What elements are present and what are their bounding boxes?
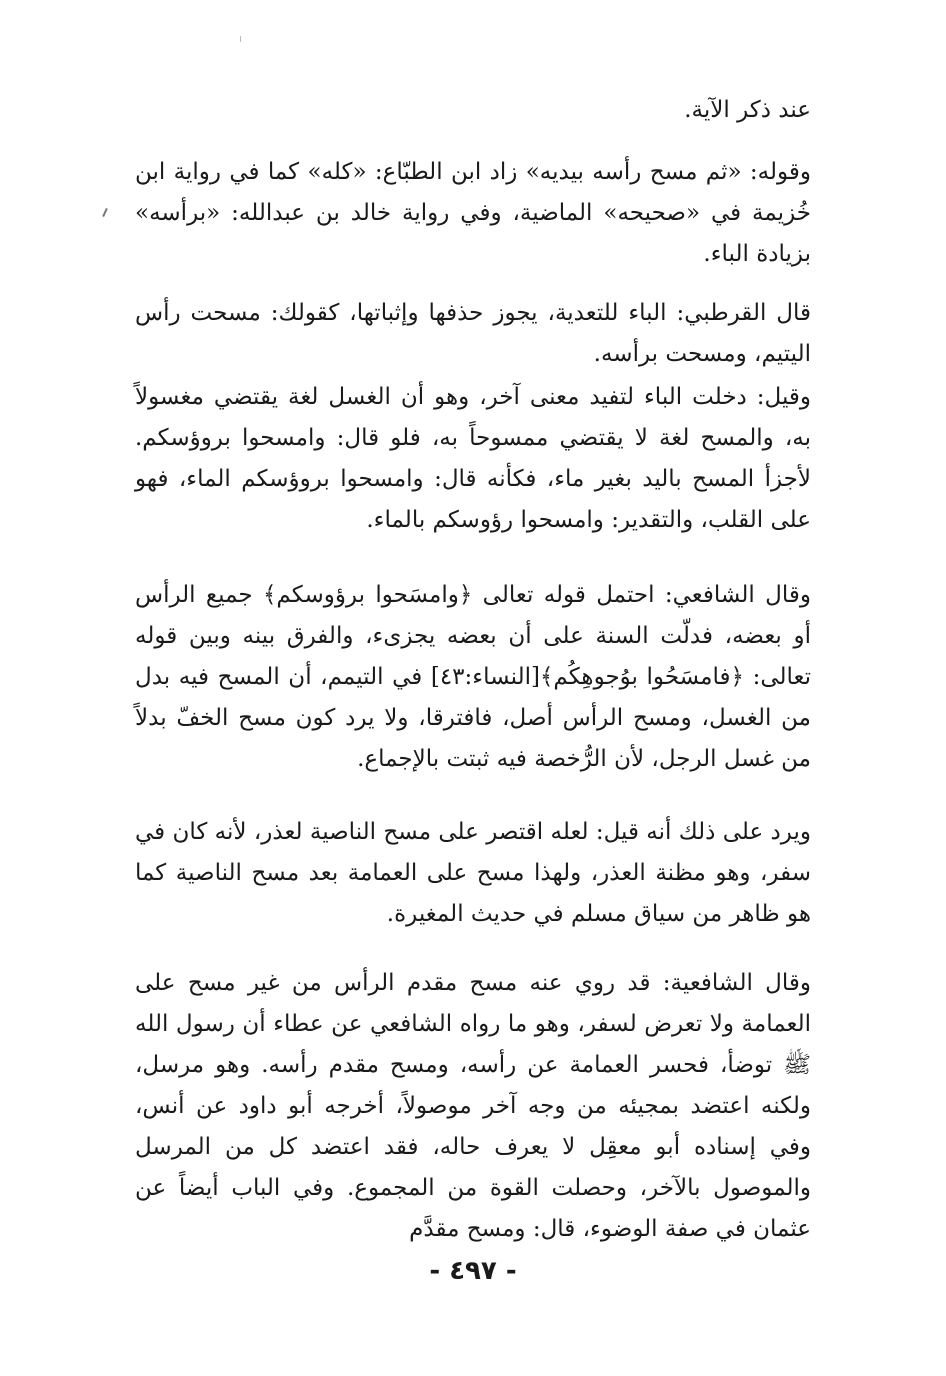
paragraph-5: وقال الشافعي: احتمل قوله تعالى ﴿وامسَحوا برؤوسكم﴾ جميع الرأس أو بعضه، فدلّت السنة على أن بعضه يجزىء، والفرق بينه وبين قوله تعالى: ﴿فامسَحُوا بوُجوهِكُم﴾[النساء:٤٣] في التيمم، أن المسح فيه بدل من الغسل، ومسح الرأس أصل، فافترقا، ولا يرد كون مسح الخفّ بدلاً من غسل الرجل، لأن الرُّخصة فيه ثبتت بالإجماع. — [135, 582, 812, 772]
paragraph-3: قال القرطبي: الباء للتعدية، يجوز حذفها وإثباتها، كقولك: مسحت رأس اليتيم، ومسحت برأسه. — [135, 300, 811, 367]
paragraph-2: وقوله: «ثم مسح رأسه بيديه» زاد ابن الطبّاع: «كله» كما في رواية ابن خُزيمة في «صحيحه» الماضية، وفي رواية خالد بن عبدالله: «برأسه» بزيادة الباء. — [135, 159, 811, 267]
paragraph-4: وقيل: دخلت الباء لتفيد معنى آخر، وهو أن الغسل لغة يقتضي مغسولاً به، والمسح لغة لا يقتضي ممسوحاً به، فلو قال: وامسحوا بروؤسكم. لأجزأ المسح باليد بغير ماء، فكأنه قال: وامسحوا بروؤسكم الماء، فهو على القلب، والتقدير: وامسحوا رؤوسكم بالماء. — [135, 384, 811, 533]
paragraph-1: عند ذكر الآية. — [684, 97, 811, 123]
paragraph-6: ويرد على ذلك أنه قيل: لعله اقتصر على مسح الناصية لعذر، لأنه كان في سفر، وهو مظنة العذر، ولهذا مسح على العمامة بعد مسح الناصية كما هو ظاهر من سياق مسلم في حديث المغيرة. — [135, 819, 811, 927]
page-number: - ٤٩٧ - — [429, 1256, 517, 1286]
paragraph-7: وقال الشافعية: قد روي عنه مسح مقدم الرأس من غير مسح على العمامة ولا تعرض لسفر، وهو ما رواه الشافعي عن عطاء أن رسول الله ﷺ توضأ، فحسر العمامة عن رأسه، ومسح مقدم رأسه. وهو مرسل، ولكنه اعتضد بمجيئه من وجه آخر موصولاً، أخرجه أبو داود عن أنس، وفي إسناده أبو معقِل لا يعرف حاله، فقد اعتضد كل من المرسل والموصول بالآخر، وحصلت القوة من المجموع. وفي الباب أيضاً عن عثمان في صفة الوضوء، قال: ومسح مقدَّم — [135, 970, 811, 1242]
scan-artifact-mark — [240, 36, 241, 42]
pencil-margin-mark — [102, 208, 108, 217]
